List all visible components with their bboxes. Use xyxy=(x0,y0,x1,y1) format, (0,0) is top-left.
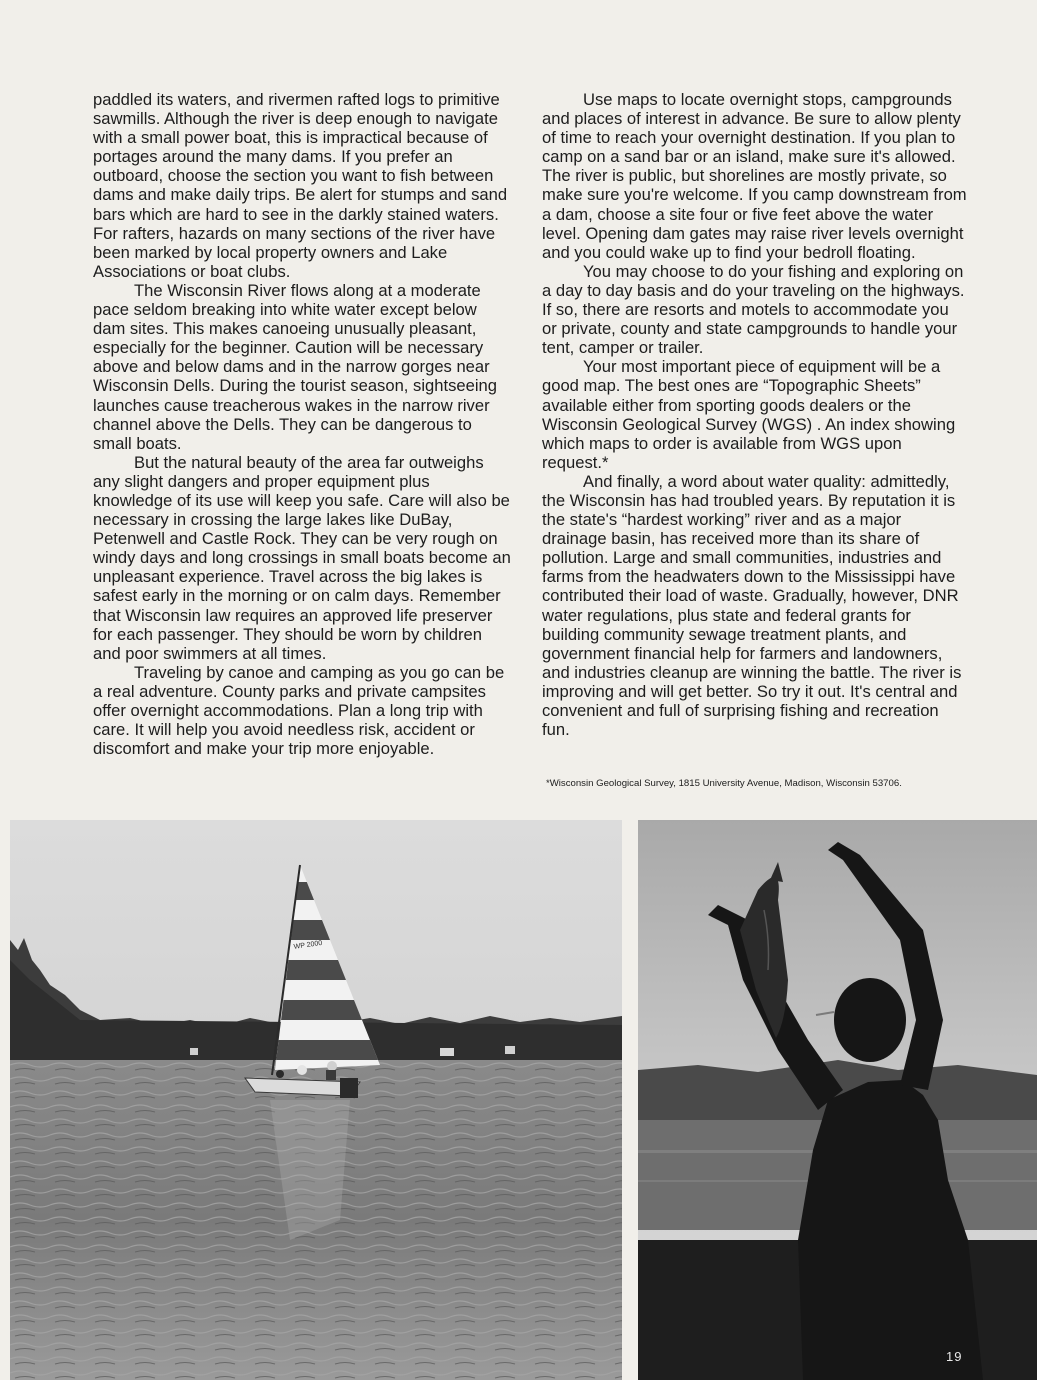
fisherman-photo-image xyxy=(638,820,1037,1380)
footnote: *Wisconsin Geological Survey, 1815 University Avenue, Madison, Wisconsin 53706. xyxy=(546,778,902,789)
sailboat-photo xyxy=(10,820,622,1380)
paragraph: The Wisconsin River flows along at a moderate pace seldom breaking into white water except below dam sites. This makes canoeing unusually pleasant, especially for the beginner. Caution will be necessary above and below dams and in the narrow gorges near Wisconsin Dells. During the tourist season, sightseeing launches cause treacherous wakes in the narrow river channel above the Dells. They can be dangerous to small boats. xyxy=(93,280,497,453)
paragraph: Your most important piece of equipment will be a good map. The best ones are “Topographic Sheets” available either from sporting goods dealers or the Wisconsin Geological Survey (WGS) . An index showing which maps to order is available from WGS upon request.* xyxy=(542,357,956,472)
paragraph: You may choose to do your fishing and exploring on a day to day basis and do your traveling on the highways. If so, there are resorts and motels to accommodate you or private, county and state campgrounds to handle your tent, camper or trailer. xyxy=(542,261,965,358)
paragraph: But the natural beauty of the area far outweighs any slight dangers and proper equipment plus knowledge of its use will keep you safe. Care will also be necessary in crossing the large lakes like DuBay, Petenwell and Castle Rock. They can be very rough on windy days and long crossings in small boats become an unpleasant experience. Travel across the big lakes is safest early in the morning or on calm days. Remember that Wisconsin law requires an approved life preserver for each passenger. They should be worn by children and poor swimmers at all times. xyxy=(93,452,511,663)
paragraph: Traveling by canoe and camping as you go can be a real adventure. County parks and private campsites offer overnight accommodations. Plan a long trip with care. It will help you avoid needless risk, accident or discomfort and make your trip more enjoyable. xyxy=(93,662,505,759)
paragraph: Use maps to locate overnight stops, campgrounds and places of interest in advance. Be sure to allow plenty of time to reach your overnight destination. If you plan to camp on a sand bar or an island, make sure it's allowed. The river is public, but shorelines are mostly private, so make sure you're welcome. If you camp downstream from a dam, choose a site four or five feet above the water level. Opening dam gates may raise river levels overnight and you could wake up to find your bedroll floating. xyxy=(542,90,967,262)
paragraph: paddled its waters, and rivermen rafted logs to primitive sawmills. Although the river is deep enough to navigate with a small power boat, this is impractical because of portages around the many dams. If you prefer an outboard, choose the section you want to fish between dams and make daily trips. Be alert for stumps and sand bars which are hard to see in the darkly stained waters. For rafters, hazards on many sections of the river have been marked by local property owners and Lake Associations or boat clubs. xyxy=(93,90,508,281)
sail-lettering: WP 2000 xyxy=(293,939,323,951)
fisherman-photo xyxy=(638,820,1037,1380)
sailboat-photo-image xyxy=(10,820,622,1380)
right-text-column xyxy=(542,90,967,739)
paragraph: And finally, a word about water quality: admittedly, the Wisconsin has had troubled years. By reputation it is the state's “hardest working” river and as a major drainage basin, has received more than its share of pollution. Large and small communities, industries and farms from the headwaters down to the Mississippi have contributed their load of waste. Gradually, however, DNR water regulations, plus state and federal grants for building community sewage treatment plants, and government financial help for farmers and landowners, and industries cleanup are winning the battle. The river is improving and will get better. So try it out. It's central and convenient and full of surprising fishing and recreation fun. xyxy=(542,471,962,740)
page-number: 19 xyxy=(946,1349,963,1364)
left-text-column xyxy=(93,90,513,758)
